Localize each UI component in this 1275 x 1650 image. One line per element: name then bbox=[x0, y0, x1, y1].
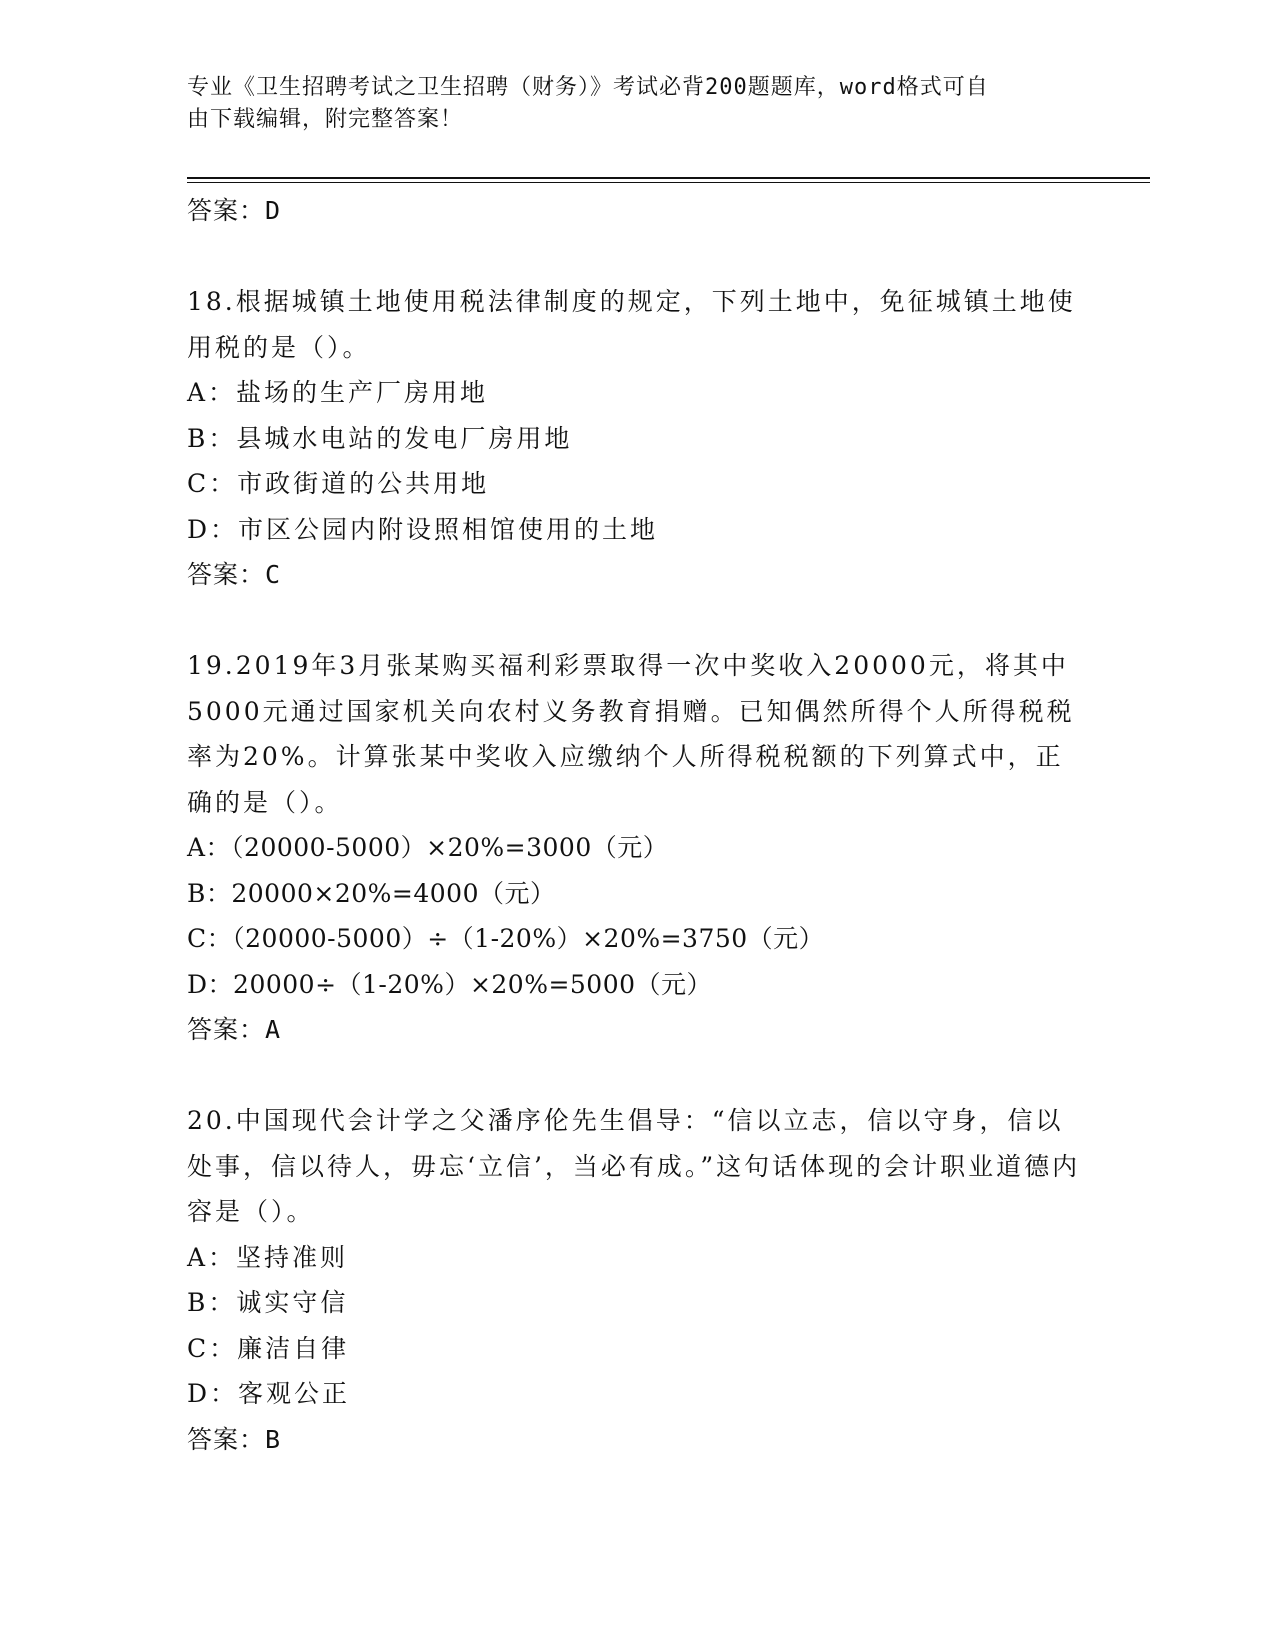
spacer bbox=[187, 1052, 1087, 1098]
question-18 bbox=[187, 279, 1087, 597]
header-divider-thick bbox=[187, 177, 1150, 179]
option-c: C：市政街道的公共用地 bbox=[187, 469, 490, 498]
option-c: C：（20000-5000）÷（1-20%）×20%=3750（元） bbox=[187, 924, 825, 953]
header-divider-thin bbox=[187, 182, 1150, 183]
option-b: B：20000×20%=4000（元） bbox=[187, 878, 556, 908]
question-stem: 18.根据城镇土地使用税法律制度的规定，下列土地中，免征城镇土地使用税的是（）。 bbox=[187, 287, 1076, 362]
option-d: D：客观公正 bbox=[187, 1379, 351, 1408]
header-line-1: 专业《卫生招聘考试之卫生招聘（财务）》考试必背200题题库，word格式可自 bbox=[187, 75, 989, 100]
spacer bbox=[187, 597, 1087, 643]
option-b: B：县城水电站的发电厂房用地 bbox=[187, 423, 573, 453]
answer: 答案：A bbox=[187, 1015, 282, 1044]
option-d: D：20000÷（1-20%）×20%=5000（元） bbox=[187, 969, 713, 999]
spacer bbox=[187, 233, 1087, 279]
answer-previous: 答案：D bbox=[187, 196, 282, 225]
answer: 答案：B bbox=[187, 1424, 282, 1454]
question-stem: 20.中国现代会计学之父潘序伦先生倡导：“信以立志，信以守身，信以处事，信以待人，毋忘‘立信’，当必有成。”这句话体现的会计职业道德内容是（）。 bbox=[187, 1106, 1081, 1226]
option-d: D：市区公园内附设照相馆使用的土地 bbox=[187, 514, 659, 544]
question-list bbox=[187, 188, 1087, 1462]
option-a: A：（20000-5000）×20%=3000（元） bbox=[187, 833, 669, 862]
option-b: B：诚实守信 bbox=[187, 1288, 349, 1317]
option-a: A：坚持准则 bbox=[187, 1242, 349, 1272]
option-a: A：盐场的生产厂房用地 bbox=[187, 378, 489, 407]
document-header bbox=[187, 72, 1087, 136]
question-20 bbox=[187, 1098, 1087, 1462]
answer: 答案：C bbox=[187, 560, 282, 589]
header-line-2: 由下载编辑，附完整答案！ bbox=[187, 107, 464, 132]
question-19 bbox=[187, 643, 1087, 1052]
question-stem: 19.2019年3月张某购买福利彩票取得一次中奖收入20000元，将其中5000元通过国家机关向农村义务教育捐赠。已知偶然所得个人所得税税率为20%。计算张某中奖收入应缴纳个人所得税税额的下列算式中，正确的是（）。 bbox=[187, 651, 1075, 817]
option-c: C：廉洁自律 bbox=[187, 1333, 350, 1363]
